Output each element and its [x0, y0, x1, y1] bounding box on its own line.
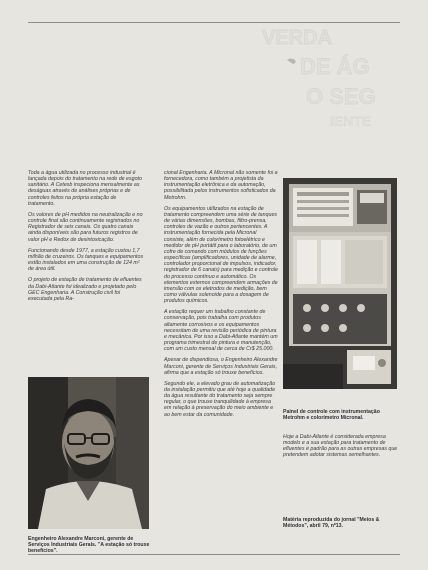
- banner-graphic: [0, 22, 428, 152]
- paragraph: Segundo ele, a elevado grau de automatização da instalação permitiu que até hoje a qualidade da água resultante do tratamento seja sempre regular, o que trouxe tranquilidade à empresa em relação à preservação do meio ambiente e ao bem estar da comunidade.: [164, 380, 276, 418]
- portrait-caption: Engenheiro Alexandre Marconi, gerente de Serviços Industriais Gerais. "A estação só trouxe benefícios".: [28, 536, 150, 555]
- panel-caption: Painel de controle com instrumentação Metrohm e colorímetro Micronal.: [283, 409, 380, 422]
- banner-fragment: DE ÁG: [300, 54, 370, 79]
- paragraph: Os valores de pH medidos na neutralização e no controle final são continuamente registrados no Registrador de seis canais. Os quatro canais ainda disponíveis são para futuros registros de valor pH e Redox de desintoxicação.: [28, 211, 143, 243]
- banner-fragment: O SEG: [306, 84, 376, 109]
- banner-fragment: IENTE: [330, 113, 372, 129]
- paragraph: Os equipamentos utilizados na estação de tratamento compreendem uma série de tanques de várias dimensões, bombas, filtro-prensa, controles de vazão e outros pertencentes. A instrumentação fornecida pela Micronal consiste, além de colorímetro fotoelétrico e medidor de pH portátil para o laboratório, de um cofre de comando com módulos de funções específicas (amplificadores, unidade de alarme, controlador proporcional de impulsos, indicador, registrador de 6 canais) para medição e controle do processo contínuo e automático. Os elementos externos compreendem armações de imersão com os eletrodos de medição, bem como válvulas solenoide para a dosagem de produtos químicos.: [164, 205, 278, 305]
- paragraph: Apesar de dispendiosa, o Engenheiro Alexandre Marconi, gerente de Serviços Industriais Gerais, afirma que a estação só trouxe benefícios.: [164, 357, 278, 376]
- banner-mark: [287, 59, 296, 65]
- paragraph: A estação requer um trabalho constante de conservação, pois trabalha com produtos altamente corrosivos e os equipamentos necessitam de uma revisão periódica de pintura e mecânica. Por isso a Dabi-Atlante mantém um programa trimestral de pintura e manutenção, com um custo mensal de cerca de Cr$ 25.000.: [164, 309, 278, 353]
- paragraph: O projeto de estação de tratamento de efluentes da Dabi-Atlante foi idealizado e projetado pelo GEC Engenharia. A Construção civil foi executada pela Ra-: [28, 277, 142, 302]
- text-column-1: [28, 170, 144, 307]
- text-column-2: [164, 170, 278, 423]
- paragraph: Funcionando desde 1977, a estação custou 1,7 milhão de cruzeiros. Os tanques e equipamentos estão instalados em uma construção de 124 m² de área útil.: [28, 247, 144, 273]
- bottom-rule: [28, 554, 400, 555]
- text-column-3: [283, 434, 399, 464]
- paragraph: Hoje a Dabi-Atlante é considerada empresa modelo e a sua estação para tratamento de efluentes é padrão para as outras empresas que pretendem adotar sistemas semelhantes.: [283, 434, 398, 459]
- banner-fragment: VERDA: [262, 27, 333, 49]
- source-note: Matéria reproduzida do jornal "Meios & Métodos", abril 79, nº13.: [283, 517, 380, 530]
- control-panel-photo: [283, 178, 397, 389]
- paragraph: cional Engenharia. A Micronal não somente foi a fornecedora, como também a projetista da instrumentação eletrônica e da automação, possibilitada pelos instrumentos sofisticados da Metrohm.: [164, 170, 278, 201]
- portrait-photo: [28, 377, 149, 529]
- paragraph: Toda a água utilizada no processo industrial é lançada depois do tratamento na rede de esgoto sanitário. A Cetesb inspeciona mensalmente as deságuas através de análises próprias e de controles feitos na própria estação de tratamento.: [28, 170, 142, 207]
